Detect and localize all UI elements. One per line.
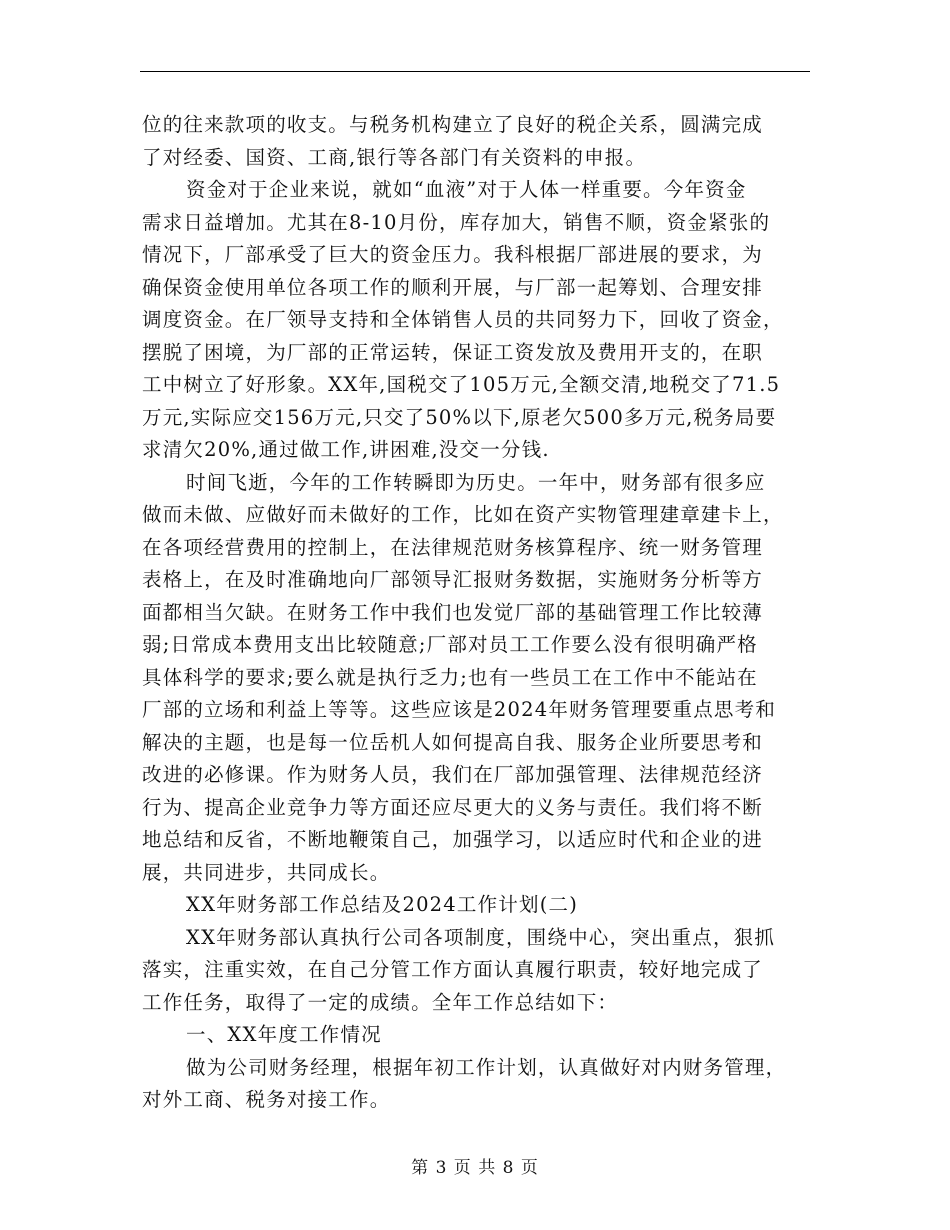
text-line: 面都相当欠缺。在财务工作中我们也发觉厂部的基础管理工作比较薄 [142,600,764,624]
text-line: 时间飞逝，今年的工作转瞬即为历史。一年中，财务部有很多应 [186,470,766,494]
text-line: 求清欠20%,通过做工作,讲困难,没交一分钱. [142,438,550,461]
text-line: 调度资金。在厂领导支持和全体销售人员的共同努力下，回收了资金， [142,308,784,331]
text-line: 行为、提高企业竞争力等方面还应尽更大的义务与责任。我们将不断 [142,795,764,819]
text-line: 在各项经营费用的控制上，在法律规范财务核算程序、统一财务管理 [142,535,764,559]
text-line: 了对经委、国资、工商,银行等各部门有关资料的申报。 [142,145,647,169]
text-line: 落实，注重实效，在自己分管工作方面认真履行职责，较好地完成了 [142,958,764,981]
text-line: 表格上，在及时准确地向厂部领导汇报财务数据，实施财务分析等方 [142,568,764,591]
text-line: 厂部的立场和利益上等等。这些应该是2024年财务管理要重点思考和 [142,698,777,721]
text-line: 需求日益增加。尤其在8-10月份，库存加大，销售不顺，资金紧张的 [142,210,771,234]
text-line: 展，共同进步，共同成长。 [142,860,391,884]
text-line: XX年财务部认真执行公司各项制度，围绕中心，突出重点，狠抓 [186,925,776,949]
header-rule [140,71,810,72]
text-line: 一、XX年度工作情况 [186,1023,382,1046]
text-line: 资金对于企业来说，就如“血液”对于人体一样重要。今年资金 [186,178,747,201]
page-number: 第 3 页 共 8 页 [411,1158,539,1178]
text-line: 做为公司财务经理，根据年初工作计划，认真做好对内财务管理， [186,1055,787,1079]
text-line: 位的往来款项的收支。与税务机构建立了良好的税企关系，圆满完成 [142,113,764,136]
text-line: 确保资金使用单位各项工作的顺利开展，与厂部一起筹划、合理安排 [142,275,764,299]
text-line: 做而未做、应做好而未做好的工作，比如在资产实物管理建章建卡上， [142,503,784,526]
text-line: 工中树立了好形象。XX年,国税交了105万元,全额交清,地税交了71.5 [142,373,781,396]
text-line: 万元,实际应交156万元,只交了50%以下,原老欠500多万元,税务局要 [142,405,777,429]
text-line: 解决的主题，也是每一位岳机人如何提高自我、服务企业所要思考和 [142,730,764,754]
text-line: 工作任务，取得了一定的成绩。全年工作总结如下： [142,990,619,1014]
text-line: 具体科学的要求;要么就是执行乏力;也有一些员工在工作中不能站在 [142,665,758,689]
text-line: 情况下，厂部承受了巨大的资金压力。我科根据厂部进展的要求，为 [142,243,764,266]
text-line: 对外工商、税务对接工作。 [142,1088,391,1111]
text-line: 地总结和反省，不断地鞭策自己，加强学习，以适应时代和企业的进 [142,828,764,851]
text-line: 摆脱了困境，为厂部的正常运转，保证工资发放及费用开支的，在职 [142,340,764,364]
text-line: XX年财务部工作总结及2024工作计划(二) [186,893,579,916]
text-line: 改进的必修课。作为财务人员，我们在厂部加强管理、法律规范经济 [142,763,764,786]
text-line: 弱;日常成本费用支出比较随意;厂部对员工工作要么没有很明确严格 [142,633,758,656]
document-body [142,109,814,1117]
